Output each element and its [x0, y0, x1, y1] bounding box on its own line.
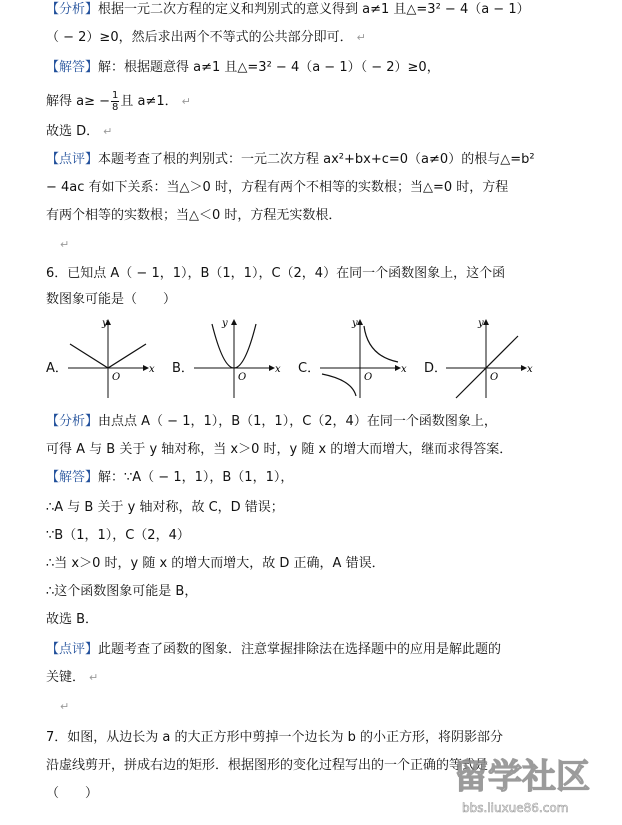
- option-d-label: D．: [424, 361, 448, 376]
- q6-comment-line-2: 关键． ↵: [46, 670, 99, 685]
- option-c-label: C．: [298, 361, 321, 376]
- comment-tag: 【点评】: [46, 152, 99, 167]
- graph-c-hyperbola: [318, 316, 408, 400]
- axis-x-label: x: [401, 364, 407, 375]
- q6-comment-line-1: 【点评】此题考查了函数的图象．注意掌握排除法在选择题中的应用是解此题的: [46, 642, 502, 657]
- result-line: 解得 a≥ − $\frac{1}{8}$ 且 a≠1． ↵: [46, 90, 191, 113]
- comment-line-2: − 4ac 有如下关系：当△＞0 时，方程有两个不相等的实数根；当△=0 时，方程: [46, 180, 509, 195]
- option-b-label: B．: [172, 361, 194, 376]
- analysis-tag: 【分析】: [46, 414, 99, 429]
- option-a-label: A．: [46, 361, 68, 376]
- comment-line-3: 有两个相等的实数根；当△＜0 时，方程无实数根．: [46, 208, 342, 223]
- graph-d-line: [444, 316, 534, 400]
- fraction: $\frac{1}{8}$: [112, 90, 119, 113]
- solution-tag: 【解答】: [46, 60, 99, 75]
- q7-stem-2: 沿虚线剪开，拼成右边的矩形．根据图形的变化过程写出的一个正确的等式是: [46, 758, 489, 773]
- q6-solution-line: 【解答】解：∵A（ − 1，1），B（1，1），: [46, 470, 294, 485]
- q6-step-3: ∴当 x＞0 时，y 随 x 的增大而增大，故 D 正确，A 错误．: [46, 556, 385, 571]
- q6-step-1: ∴A 与 B 关于 y 轴对称，故 C，D 错误；: [46, 500, 284, 515]
- axis-y-label: y: [352, 318, 358, 329]
- solution-line: 【解答】解：根据题意得 a≠1 且△=3² − 4（a − 1）（ − 2）≥0，: [46, 60, 440, 75]
- comment-tag: 【点评】: [46, 642, 99, 657]
- origin-label: O: [364, 372, 373, 383]
- axis-y-label: y: [478, 318, 484, 329]
- analysis-line-2: （ − 2）≥0，然后求出两个不等式的公共部分即可． ↵: [46, 30, 366, 45]
- q7-stem-3: （ ）: [46, 786, 99, 801]
- q6-stem-1: 6．已知点 A（ − 1，1），B（1，1），C（2，4）在同一个函数图象上，这个函: [46, 266, 506, 281]
- analysis-tag: 【分析】: [46, 2, 99, 17]
- solution-tag: 【解答】: [46, 470, 99, 485]
- q6-stem-2: 数图象可能是（ ）: [46, 292, 177, 307]
- comment-line-1: 【点评】本题考查了根的判别式：一元二次方程 ax²+bx+c=0（a≠0）的根与△=b²: [46, 152, 535, 167]
- watermark-logo: [440, 738, 622, 825]
- axis-y-label: y: [102, 318, 108, 329]
- q7-stem-1: 7．如图，从边长为 a 的大正方形中剪掉一个边长为 b 的小正方形，将阴影部分: [46, 730, 504, 745]
- origin-label: O: [238, 372, 247, 383]
- analysis-line-1: 【分析】根据一元二次方程的定义和判别式的意义得到 a≠1 且△=3² − 4（a − 1）: [46, 2, 530, 17]
- graph-b-parabola: [192, 316, 282, 400]
- choice-line: 故选 D． ↵: [46, 124, 113, 139]
- axis-x-label: x: [275, 364, 281, 375]
- paragraph-mark: ↵: [60, 238, 70, 251]
- q6-step-2: ∵B（1，1），C（2，4）: [46, 528, 190, 543]
- axis-x-label: x: [149, 364, 155, 375]
- axis-y-label: y: [222, 318, 228, 329]
- paragraph-mark: ↵: [60, 700, 70, 713]
- svg-text:bbs.liuxue86.com: bbs.liuxue86.com: [462, 801, 569, 815]
- q6-step-4: ∴这个函数图象可能是 B，: [46, 584, 198, 599]
- q6-analysis-line-1: 【分析】由点点 A（ − 1，1），B（1，1），C（2，4）在同一个函数图象上，: [46, 414, 497, 429]
- origin-label: O: [112, 372, 121, 383]
- svg-text:留学社区: 留学社区: [454, 757, 590, 797]
- q6-analysis-line-2: 可得 A 与 B 关于 y 轴对称，当 x＞0 时，y 随 x 的增大而增大，继而求得答案．: [46, 442, 513, 457]
- axis-x-label: x: [527, 364, 533, 375]
- origin-label: O: [490, 372, 499, 383]
- graph-a-v-shape: [66, 316, 156, 400]
- q6-choice: 故选 B．: [46, 612, 99, 627]
